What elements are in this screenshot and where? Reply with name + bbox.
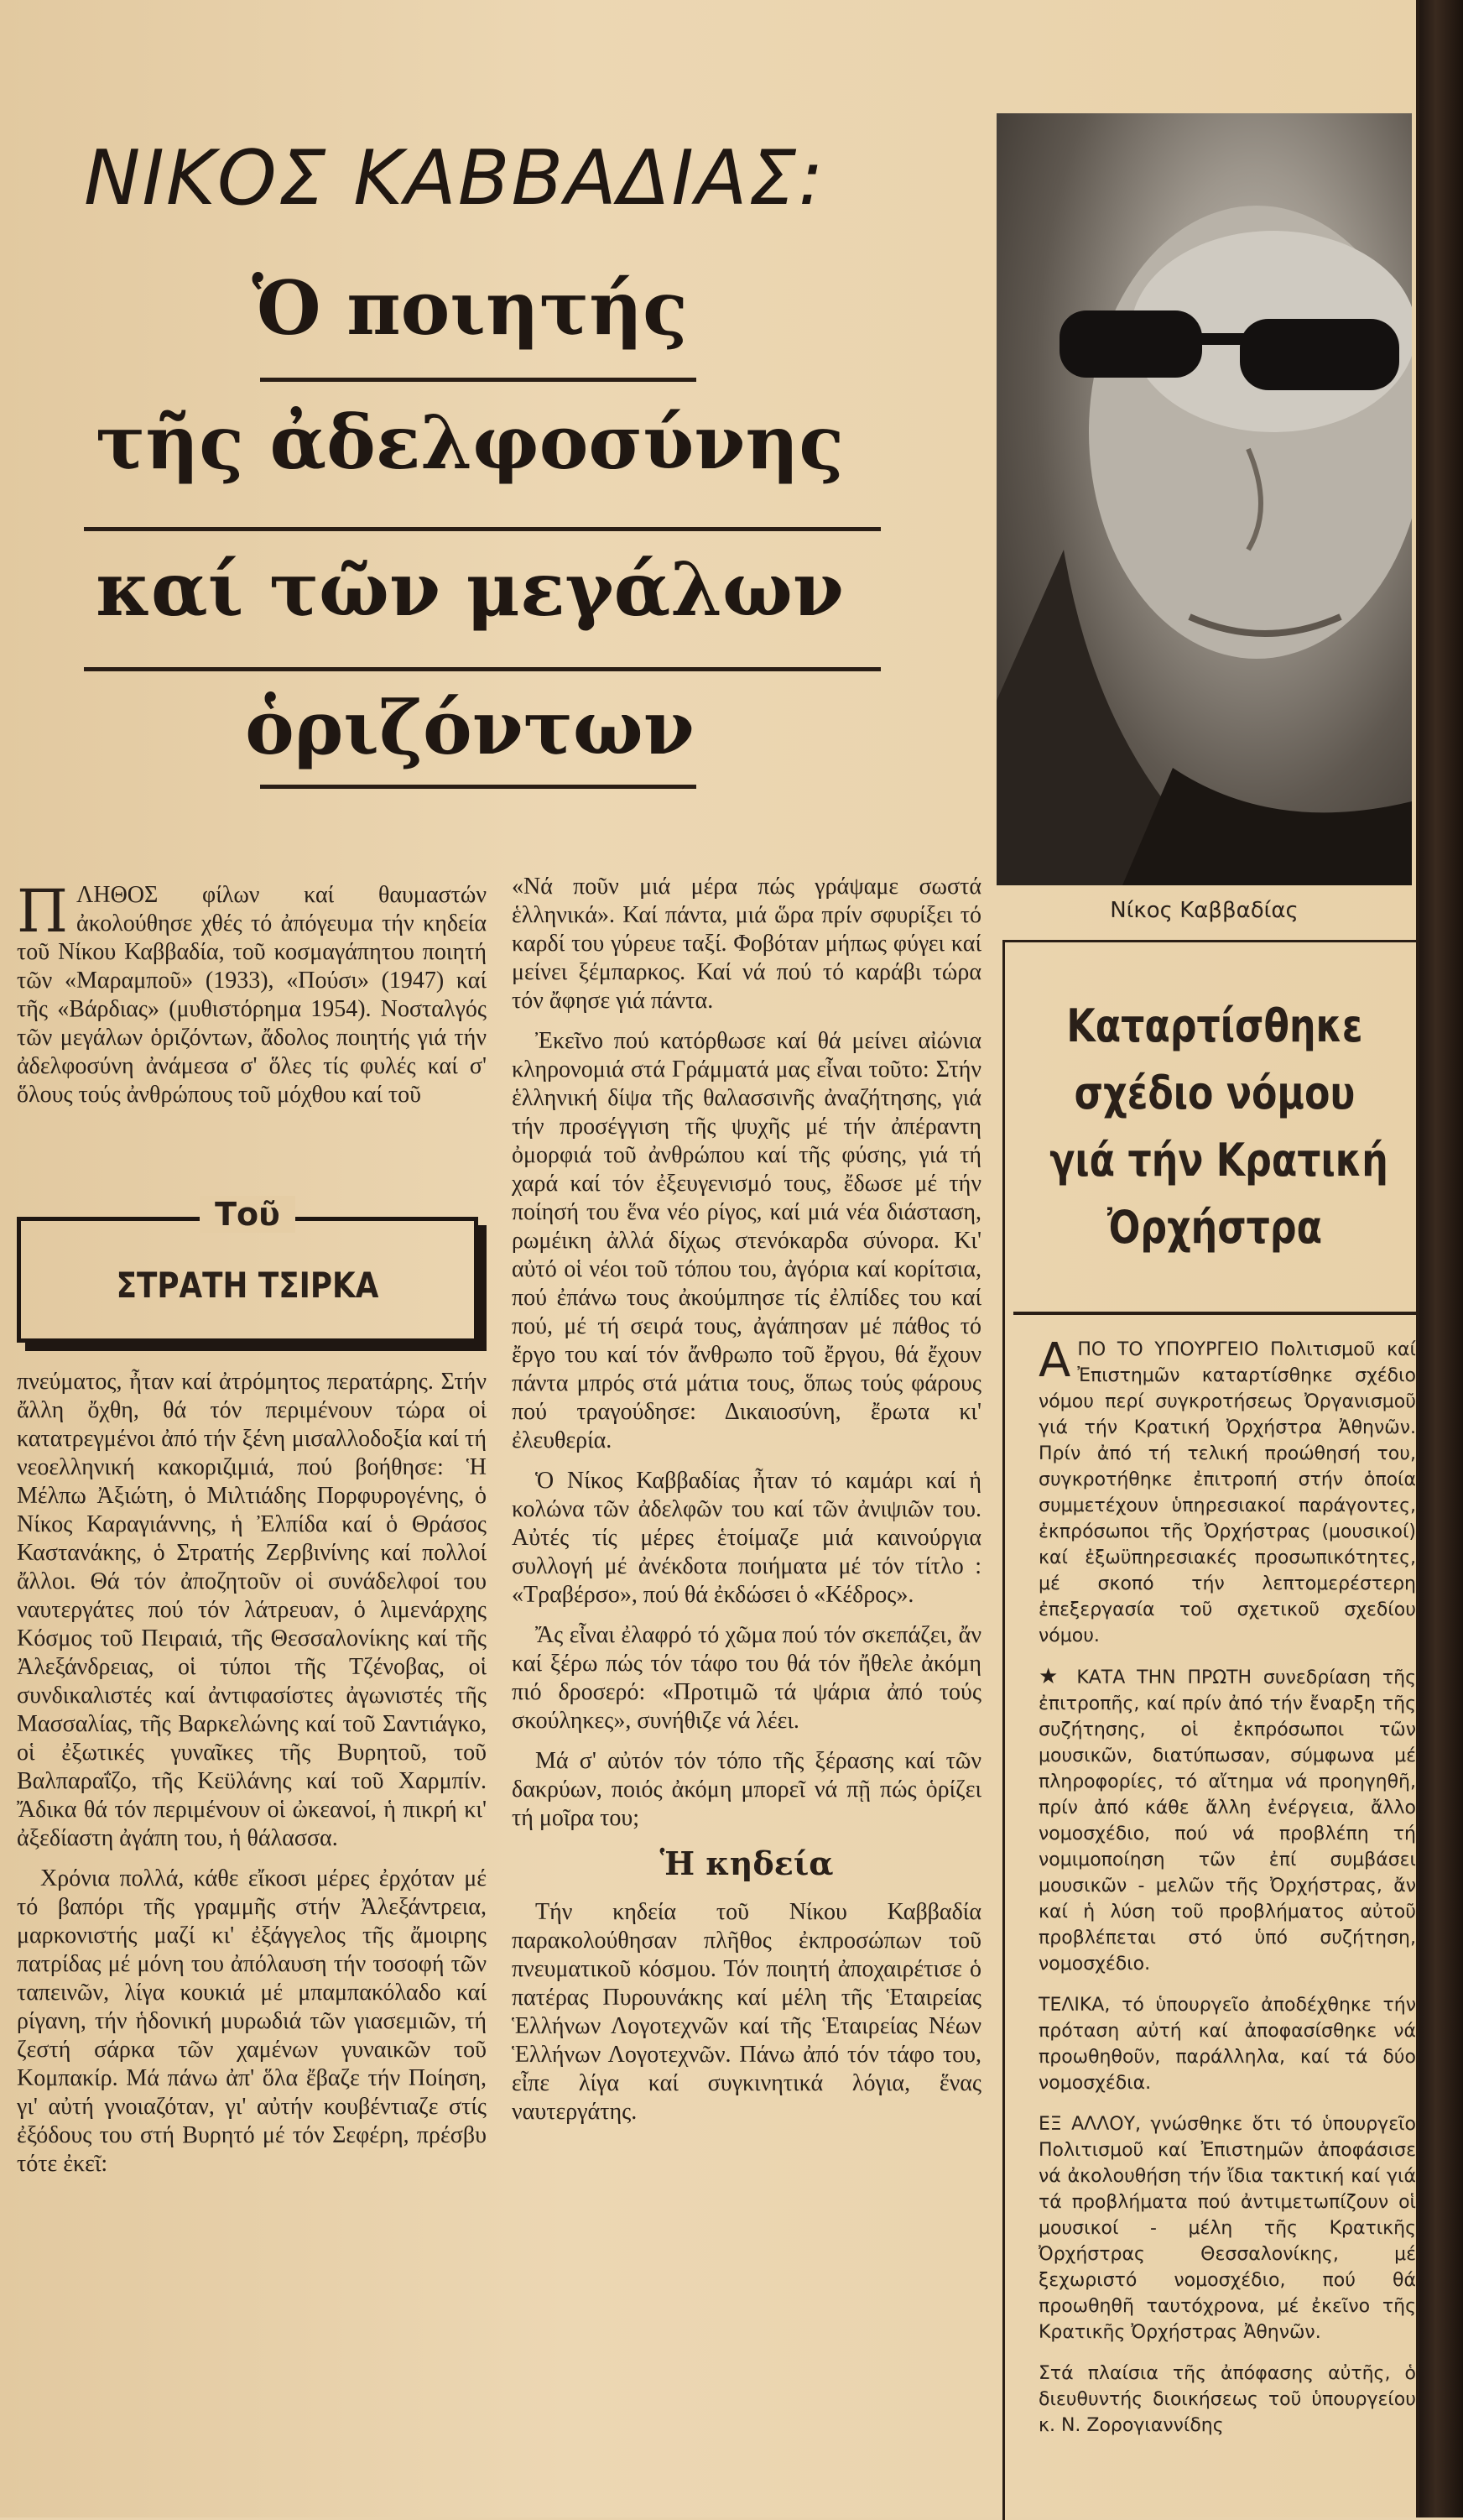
sidebar-headline-line: σχέδιο νόμου [1074,1067,1356,1119]
headline-rule [260,378,696,382]
photo-caption: Νίκος Καββαδίας [1110,898,1299,923]
paragraph: Στά πλαίσια τῆς ἀπόφασης αὐτῆς, ὁ διευθυντής διοικήσεως τοῦ ὑπουργείου κ. Ν. Ζορογιαννίδης [1039,2363,1416,2436]
headline-line-1: Ὁ ποιητής [252,264,688,352]
headline-rule [84,667,881,671]
page-fold-rule [1416,0,1419,2517]
sidebar-headline-line: γιά τήν Κρατική [1049,1134,1388,1187]
paragraph: Τήν κηδεία τοῦ Νίκου Καββαδία παρακολούθησαν πλῆθος ἐκπροσώπων τοῦ πνευματικοῦ κόσμου. Τόν ποιητή ἀποχαιρέτισε ὁ πατέρας Πυρουνάκης καί μέλη τῆς Ἑταιρείας Ἑλλήνων Λογοτεχνῶν καί τῆς Ἑταιρείας Νέων Ἑλλήνων Λογοτεχνῶν. Πάνω ἀπό τόν τάφο του, εἶπε λίγα καί συγκινητικά λόγια, ἕνας ναυτεργάτης. [512,1899,981,2125]
star-icon: ★ [1039,1664,1077,1689]
article-kicker: ΝΙΚΟΣ ΚΑΒΒΑΔΙΑΣ: [84,134,825,222]
section-subhead: Ἡ κηδεία [659,1844,834,1882]
paragraph: ★ ΚΑΤΑ ΤΗΝ ΠΡΩΤΗ συνεδρίαση τῆς ἐπιτροπῆς, καί πρίν ἀπό τήν ἔναρξη τῆς συζήτησης, οἱ ἐκπρόσωποι τῶν μουσικῶν, διατύπωσαν, σύμφωνα μέ πληροφορίες, τό αἴτημα νά προηγηθῆ, πρίν ἀπό κάθε ἄλλη ἐνέργεια, ἄλλο νομοσχέδιο, πού νά προβλέπη τή νομιμοποίηση τῶν ἐπί συμβάσει μουσικῶν - μελῶν τῆς Ὀρχήστρας, ἄν καί ἡ λύση τοῦ προβλήματος αὐτοῦ προβλέπεται στό ὑπό συζήτηση, νομοσχέδιο. [1039,1664,1416,1975]
paragraph: Χρόνια πολλά, κάθε εἴκοσι μέρες ἐρχόταν μέ τό βαπόρι τῆς γραμμῆς στήν Ἀλεξάντρεια, μαρκονιστής μαζί κι' ἐξάγγελος τῆς ἄμοιρης πατρίδας μέ μόνη του ἀπόλαυση τήν τοσοφή τῶν ταπεινῶν, λίγα κουκιά μέ μπαμπακόλαδο καί ρίγανη, τήν ἡδονική μυρωδιά τῶν γιασεμιῶν, τή ζεστή σάρκα τῶν χαμένων γυναικῶν τοῦ Κομπακίρ. Μά πάνω ἀπ' ὅλα ἔβαζε τήν Ποίηση, γι' αὐτή γνοιαζόταν, γι' αὐτήν κουβέντιαζε στίς ἐξόδους του στή Βυρητό μέ τόν Σεφέρη, πρέσβυ τότε ἐκεῖ: [17,1865,487,2177]
paragraph: Ἐκεῖνο πού κατόρθωσε καί θά μείνει αἰώνια κληρονομιά στά Γράμματά μας εἶναι τοῦτο: Στήν ἑλληνική δίψα τῆς θαλασσινῆς ἀναζήτησης, γιά τήν προσέγγιση τῆς ψυχῆς μέ τήν ἀπέραντη ὀμορφιά τοῦ ἀνθρώπου καί τῆς φύσης, γιά τή χαρά καί τόν ἐξευγενισμό τους, ἔδωσε μέ τήν ποίησή του ἕνα νέο ρίγος, καί μιά νέα διάσταση, ρωμέικη ἀλλά δίχως στενόκαρδα σύνορα. Κι' αὐτό οἱ νέοι τοῦ τόπου του, ἀγόρια καί κορίτσια, πού ἐπάνω τους ἀκούμπησε τίς ἐλπίδες του καί πού, μέ τή σειρά τους, ἀγάπησαν μέ πάθος τό ἔργο του καί τόν ἄνθρωπο τοῦ ἔργου, θά ἔχουν πάντα μπρός στά μάτια τους, ὅπως τούς φάρους πού τραγούδησε: Δικαιοσύνη, ἔρωτα κι' ἐλευθερία. [512,1028,981,1453]
paragraph: πνεύματος, ἦταν καί ἀτρόμητος περατάρης. Στήν ἄλλη ὄχθη, θά τόν περιμένουν τώρα οἱ κατατρεγμένοι ἀπό τήν ξένη μισαλλοδοξία καί τή νεοελληνική κακοριζιμιά, πού βοήθησε: Ἡ Μέλπω Ἀξιώτη, ὁ Μιλτιάδης Πορφυρογένης, ὁ Νίκος Καραγιάννης, ἡ Ἐλπίδα καί ὁ Θράσος Καστανάκης, ὁ Στρατής Ζερβινίνης καί πολλοί ἄλλοι. Θά τόν ἀποζητοῦν οἱ συνάδελφοί του ναυτεργάτες πού τόν λάτρευαν, ὁ λιμενάρχης Κόσμος τοῦ Πειραιά, τῆς Θεσσαλονίκης καί τῆς Ἀλεξάνδρειας, οἱ τύποι τῆς Τζένοβας, οἱ συνδικαλιστές καί ἀντιφασίστες ἀγωνιστές τῆς Μασσαλίας, τῆς Βαρκελώνης καί τοῦ Σαντιάγκο, οἱ ἐξωτικές γυναῖκες τῆς Βυρητοῦ, τοῦ Βαλπαραΐζο, τῆς Κεϋλάνης καί τοῦ Χαρμπίν. Ἄδικα θά τόν περιμένουν οἱ ὠκεανοί, ἡ πικρή κι' ἀξεδίαστη ἀγάπη του, ἡ θάλασσα. [17,1369,487,1851]
sidebar-headline-line: Ὀρχήστρα [1106,1201,1323,1254]
article-column-1-top [17,877,487,1121]
headline-line-4: ὁριζόντων [245,684,695,771]
sidebar-rule [1013,1312,1416,1315]
paragraph: Ὁ Νίκος Καββαδίας ἦταν τό καμάρι καί ἡ κολώνα τῶν ἀδελφῶν του καί τῶν ἀνιψιῶν του. Αὐτές τίς μέρες ἑτοίμαζε μιά καινούργια συλλογή μέ ἀνέκδοτα ποιήματα μέ τόν τίτλο : «Τραβέρσο», πού θά ἐκδώσει ὁ «Κέδρος». [512,1468,981,1608]
portrait-photo [997,113,1412,885]
portrait-illustration [997,113,1412,885]
article-column-2 [512,873,981,2138]
lead-text: ΛΗΘΟΣ φίλων καί θαυμαστών ἀκολούθησε χθές τό ἀπόγευμα τήν κηδεία τοῦ Νίκου Καββαδία, τοῦ κοσμαγάπητου ποιητή τῶν «Μαραμποῦ» (1933), «Πούσι» (1947) καί τῆς «Βάρδιας» (μυθιστόρημα 1954). Νοσταλγός τῶν μεγάλων ὁριζόντων, ἄδολος ποιητής γιά τήν ἀδελφοσύνη ἀνάμεσα σ' ὅλες τίς φυλές καί σ' ὅλους τούς ἀνθρώπους τοῦ μόχθου καί τοῦ [17,882,487,1108]
headline-rule [84,527,881,531]
byline-box [17,1196,478,1343]
article-column-1-bottom [17,1368,487,2190]
drop-cap: Π [17,877,69,946]
paragraph: Μά σ' αὐτόν τόν τόπο τῆς ξέρασης καί τῶν δακρύων, ποιός ἀκόμη μπορεῖ νά πῇ πώς ὁρίζει τή μοῖρα του; [512,1748,981,1831]
sidebar-body [1039,1333,1416,2454]
lead-paragraph [17,877,487,1109]
headline-line-2: τῆς ἀδελφοσύνης [96,399,844,486]
byline-prefix: Τοῦ [21,1196,474,1233]
headline-line-3: καί τῶν μεγάλων [96,545,844,633]
paragraph: ΑΠΟ ΤΟ ΥΠΟΥΡΓΕΙΟ Πολιτισμοῦ καί Ἐπιστημῶν καταρτίσθηκε σχέδιο νόμου περί συγκροτήσεως Ὀργανισμοῦ γιά τήν Κρατική Ὀρχήστρα Ἀθηνῶν. Πρίν ἀπό τή τελική προώθησή του, συγκροτήθηκε ἐπιτροπή στήν ὁποία συμμετέχουν ὑπηρεσιακοί παράγοντες, ἐκπρόσωποι τῆς Ὀρχήστρας (μουσικοί) καί ἐξωϋπηρεσιακές προσωπικότητες, μέ σκοπό τήν λεπτομερέστερη ἐπεξεργασία τοῦ σχετικοῦ σχεδίου νόμου. [1039,1333,1416,1646]
sidebar-headline [1049,993,1388,1261]
sidebar-headline-line: Καταρτίσθηκε [1066,999,1363,1052]
sidebar-drop-cap: Α [1039,1333,1071,1388]
paragraph: «Νά ποῦν μιά μέρα πώς γράψαμε σωστά ἑλληνικά». Καί πάντα, μιά ὥρα πρίν σφυρίξει τό καρδί του γύρευε ταξί. Φοβόταν μήπως φύγει καί μείνει ξέμπαρκος. Καί νά πού τό καράβι τώρα τόν ἄφησε γιά πάντα. [512,874,981,1014]
headline-rule [260,785,696,789]
paragraph: Ἄς εἶναι ἐλαφρό τό χῶμα πού τόν σκεπάζει, ἄν καί ξέρω πώς τόν τάφο του θά τόν ἤθελε ἀκόμη πιό δροσερό: «Προτιμῶ τά ψάρια ἀπό τούς σκούληκες», συνήθιζε νά λέει. [512,1622,981,1734]
byline-author: ΣΤΡΑΤΗ ΤΣΙΡΚΑ [116,1265,379,1306]
page-edge [1418,0,1463,2517]
paragraph: ΤΕΛΙΚΑ, τό ὑπουργεῖο ἀποδέχθηκε τήν πρόταση αὐτή καί ἀποφασίσθηκε νά προωθηθοῦν, παράλληλα, καί τά δύο νομοσχέδια. [1039,1995,1416,2094]
sidebar-article [1002,940,1416,2520]
paragraph: ΕΞ ΑΛΛΟΥ, γνώσθηκε ὅτι τό ὑπουργεῖο Πολιτισμοῦ καί Ἐπιστημῶν ἀποφάσισε νά ἀκολουθήση τήν ἴδια τακτική καί γιά τά προβλήματα πού ἀντιμετωπίζουν οἱ μουσικοί - μέλη τῆς Κρατικῆς Ὀρχήστρας Θεσσαλονίκης, μέ ξεχωριστό νομοσχέδιο, πού θά προωθηθῆ ταυτόχρονα, μέ ἐκεῖνο τῆς Κρατικῆς Ὀρχήστρας Ἀθηνῶν. [1039,2114,1416,2343]
